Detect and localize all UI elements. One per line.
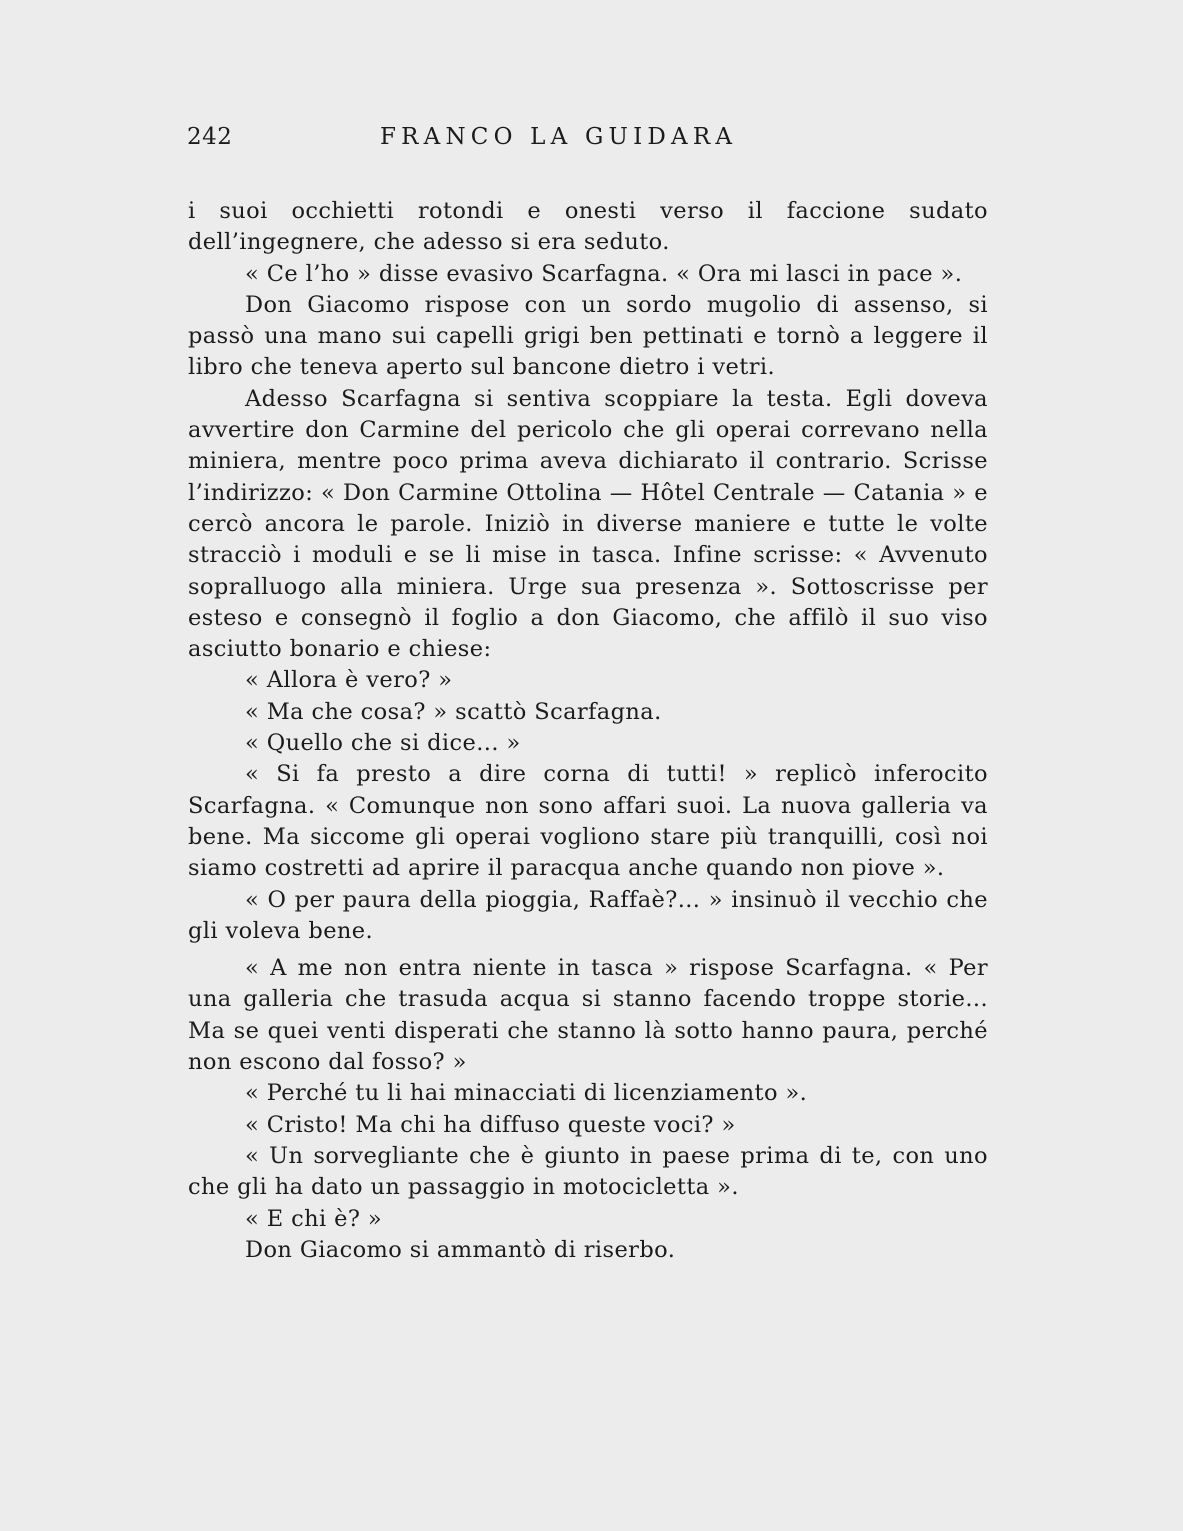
- paragraph-dialogue: « Si fa presto a dire corna di tutti! » replicò inferocito Scarfagna. « Comunque non sono affari suoi. La nuova galleria va bene. Ma siccome gli operai vogliono stare più tranquilli, così noi siamo costretti ad aprire il paracqua anche quando non piove ».: [188, 761, 988, 882]
- running-head: [187, 122, 987, 156]
- body-text: [188, 196, 988, 1266]
- paragraph-dialogue: « A me non entra niente in tasca » rispose Scarfagna. « Per una galleria che trasuda acqua si stanno facendo troppe storie... Ma se quei venti disperati che stanno là sotto hanno paura, perché non escono dal fosso? »: [188, 955, 988, 1076]
- paragraph-dialogue: « Ce l’ho » disse evasivo Scarfagna. « Ora mi lasci in pace ».: [245, 260, 963, 287]
- paragraph-dialogue: « E chi è? »: [245, 1205, 383, 1232]
- paragraph-continuation: i suoi occhietti rotondi e onesti verso il faccione sudato dell’ingegnere, che adesso si era seduto.: [188, 198, 988, 256]
- paragraph-narration: Don Giacomo rispose con un sordo mugolio di assenso, si passò una mano sui capelli grigi ben pettinati e tornò a leggere il libro che teneva aperto sul bancone dietro i vetri.: [188, 291, 988, 381]
- paragraph-dialogue: « O per paura della pioggia, Raffaè?... » insinuò il vecchio che gli voleva bene.: [188, 886, 988, 944]
- paragraph-dialogue: « Ma che cosa? » scattò Scarfagna.: [245, 698, 662, 725]
- paragraph-dialogue: « Cristo! Ma chi ha diffuso queste voci? »: [245, 1111, 736, 1138]
- paragraph-dialogue: « Un sorvegliante che è giunto in paese prima di te, con uno che gli ha dato un passaggio in motocicletta ».: [188, 1142, 988, 1201]
- paragraph-narration: Don Giacomo si ammantò di riserbo.: [245, 1236, 676, 1263]
- paragraph-dialogue: « Quello che si dice... »: [245, 730, 521, 757]
- paragraph-dialogue: « Allora è vero? »: [245, 667, 453, 694]
- paragraph-narration: Adesso Scarfagna si sentiva scoppiare la testa. Egli doveva avvertire don Carmine del pericolo che gli operai correvano nella miniera, mentre poco prima aveva dichiarato il contrario. Scrisse l’indirizzo: « Don Carmine Ottolina — Hôtel Centrale — Catania » e cercò ancora le parole. Iniziò in diverse maniere e tutte le volte stracciò i moduli e se li mise in tasca. Infine scrisse: « Avvenuto sopralluogo alla miniera. Urge sua presenza ». Sottoscrisse per esteso e consegnò il foglio a don Giacomo, che affilò il suo viso asciutto bonario e chiese:: [188, 385, 988, 663]
- paragraph-dialogue: « Perché tu li hai minacciati di licenziamento ».: [245, 1080, 808, 1107]
- page-number: 242: [187, 124, 233, 150]
- book-title: FRANCO LA GUIDARA: [380, 124, 738, 150]
